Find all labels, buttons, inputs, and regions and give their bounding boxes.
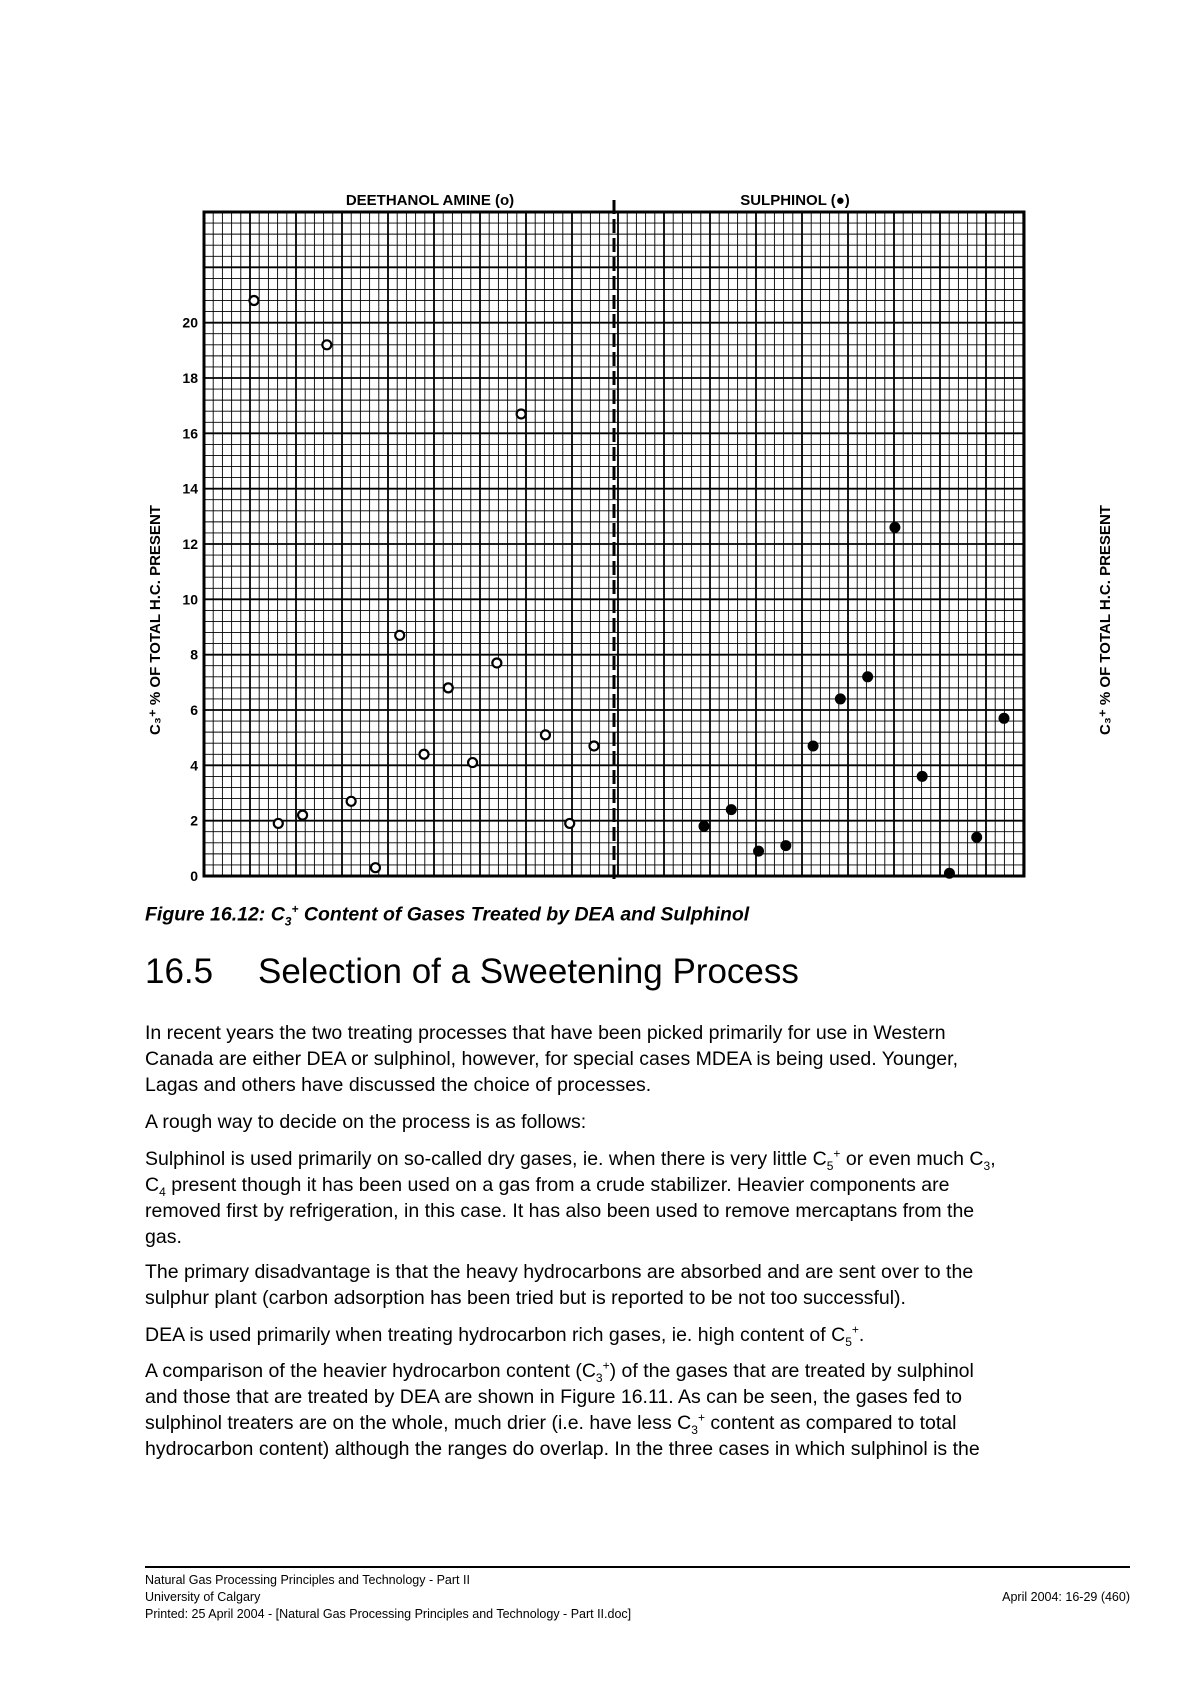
data-point-dea bbox=[347, 797, 356, 806]
y-axis-label-right: C₃⁺ % OF TOTAL H.C. PRESENT bbox=[1097, 505, 1114, 735]
y-tick-label: 18 bbox=[182, 370, 198, 386]
data-point-sulphinol bbox=[808, 741, 818, 751]
scatter-chart bbox=[140, 180, 1130, 910]
footer-page-number: April 2004: 16-29 (460) bbox=[1002, 1590, 1130, 1604]
panel-title-sulphinol: SULPHINOL (●) bbox=[740, 192, 850, 209]
panel-title-dea: DEETHANOL AMINE (o) bbox=[345, 192, 515, 209]
paragraph-3: Sulphinol is used primarily on so-called dry gases, ie. when there is very little $C_5^+$ or even much $C_3$, $C_4$ present though it has been used on a gas from a crude stabilizer. Heavier components are removed first by refrigeration, in this case. It has also been used to remove mercaptans from the gas. bbox=[145, 1146, 996, 1248]
data-point-dea bbox=[492, 658, 501, 667]
paragraph-1: In recent years the two treating processes that have been picked primarily for use in Western Canada are either DEA or sulphinol, however, for special cases MDEA is being used. Younger, Lagas and others have discussed the choice of processes. bbox=[145, 1022, 958, 1096]
data-point-dea bbox=[274, 819, 283, 828]
y-tick-labels bbox=[182, 315, 198, 884]
y-tick-label: 14 bbox=[182, 480, 198, 497]
paragraph-2: A rough way to decide on the process is as follows: bbox=[145, 1111, 587, 1133]
data-point-sulphinol bbox=[754, 846, 764, 856]
data-point-sulphinol bbox=[726, 805, 736, 815]
data-point-dea bbox=[371, 863, 380, 872]
data-point-dea bbox=[541, 730, 550, 739]
figure-caption: Figure 16.12: $C_3^+$ Content of Gases Treated by DEA and Sulphinol bbox=[145, 902, 750, 929]
data-point-sulphinol bbox=[863, 672, 873, 682]
section-title: Selection of a Sweetening Process bbox=[258, 952, 799, 991]
footer-institution: University of Calgary bbox=[145, 1590, 261, 1604]
y-tick-label: 2 bbox=[190, 812, 198, 829]
data-point-dea bbox=[298, 811, 307, 820]
footer-doc-title: Natural Gas Processing Principles and Technology - Part II bbox=[145, 1573, 470, 1587]
data-point-dea bbox=[444, 683, 453, 692]
y-tick-label: 4 bbox=[190, 757, 198, 774]
data-point-sulphinol bbox=[972, 832, 982, 842]
data-points bbox=[250, 296, 1010, 878]
y-tick-label: 0 bbox=[190, 868, 198, 884]
y-axis-label-left: C₃⁺ % OF TOTAL H.C. PRESENT bbox=[147, 505, 164, 735]
data-point-dea bbox=[590, 741, 599, 750]
footer-printed: Printed: 25 April 2004 - [Natural Gas Processing Principles and Technology - Part II.doc] bbox=[145, 1607, 632, 1621]
section-number: 16.5 bbox=[145, 952, 214, 991]
data-point-dea bbox=[468, 758, 477, 767]
y-tick-label: 8 bbox=[190, 646, 198, 663]
data-point-sulphinol bbox=[917, 771, 927, 781]
data-point-dea bbox=[250, 296, 259, 305]
data-point-sulphinol bbox=[781, 841, 791, 851]
y-tick-label: 6 bbox=[190, 702, 198, 718]
data-point-sulphinol bbox=[699, 821, 709, 831]
page-footer bbox=[145, 1572, 1130, 1623]
y-tick-label: 12 bbox=[182, 536, 198, 552]
data-point-dea bbox=[420, 750, 429, 759]
figure-16-12 bbox=[140, 180, 1130, 910]
data-point-dea bbox=[322, 340, 331, 349]
y-tick-label: 20 bbox=[182, 314, 198, 331]
y-tick-label: 10 bbox=[182, 591, 198, 608]
y-tick-label: 16 bbox=[182, 425, 198, 442]
data-point-sulphinol bbox=[835, 694, 845, 704]
paragraph-5: DEA is used primarily when treating hydrocarbon rich gases, ie. high content of $C_5^+$. bbox=[145, 1322, 865, 1349]
data-point-sulphinol bbox=[890, 522, 900, 532]
paragraph-6: A comparison of the heavier hydrocarbon content $(C_3^+)$ of the gases that are treated by sulphinol and those that are treated by DEA are shown in Figure 16.11. As can be seen, the gases fed to sulphinol treaters are on the whole, much drier (i.e. have less $C_3^+$ content as compared to total hydrocarbon content) although the ranges do overlap. In the three cases in which sulphinol is the bbox=[145, 1358, 980, 1460]
data-point-dea bbox=[517, 409, 526, 418]
section-heading bbox=[145, 952, 799, 992]
paragraph-4: The primary disadvantage is that the heavy hydrocarbons are absorbed and are sent over to the sulphur plant (carbon adsorption has been tried but is reported to be not too successful). bbox=[145, 1261, 974, 1309]
footer-rule bbox=[145, 1566, 1130, 1568]
data-point-sulphinol bbox=[999, 713, 1009, 723]
data-point-sulphinol bbox=[944, 868, 954, 878]
data-point-dea bbox=[565, 819, 574, 828]
data-point-dea bbox=[395, 631, 404, 640]
